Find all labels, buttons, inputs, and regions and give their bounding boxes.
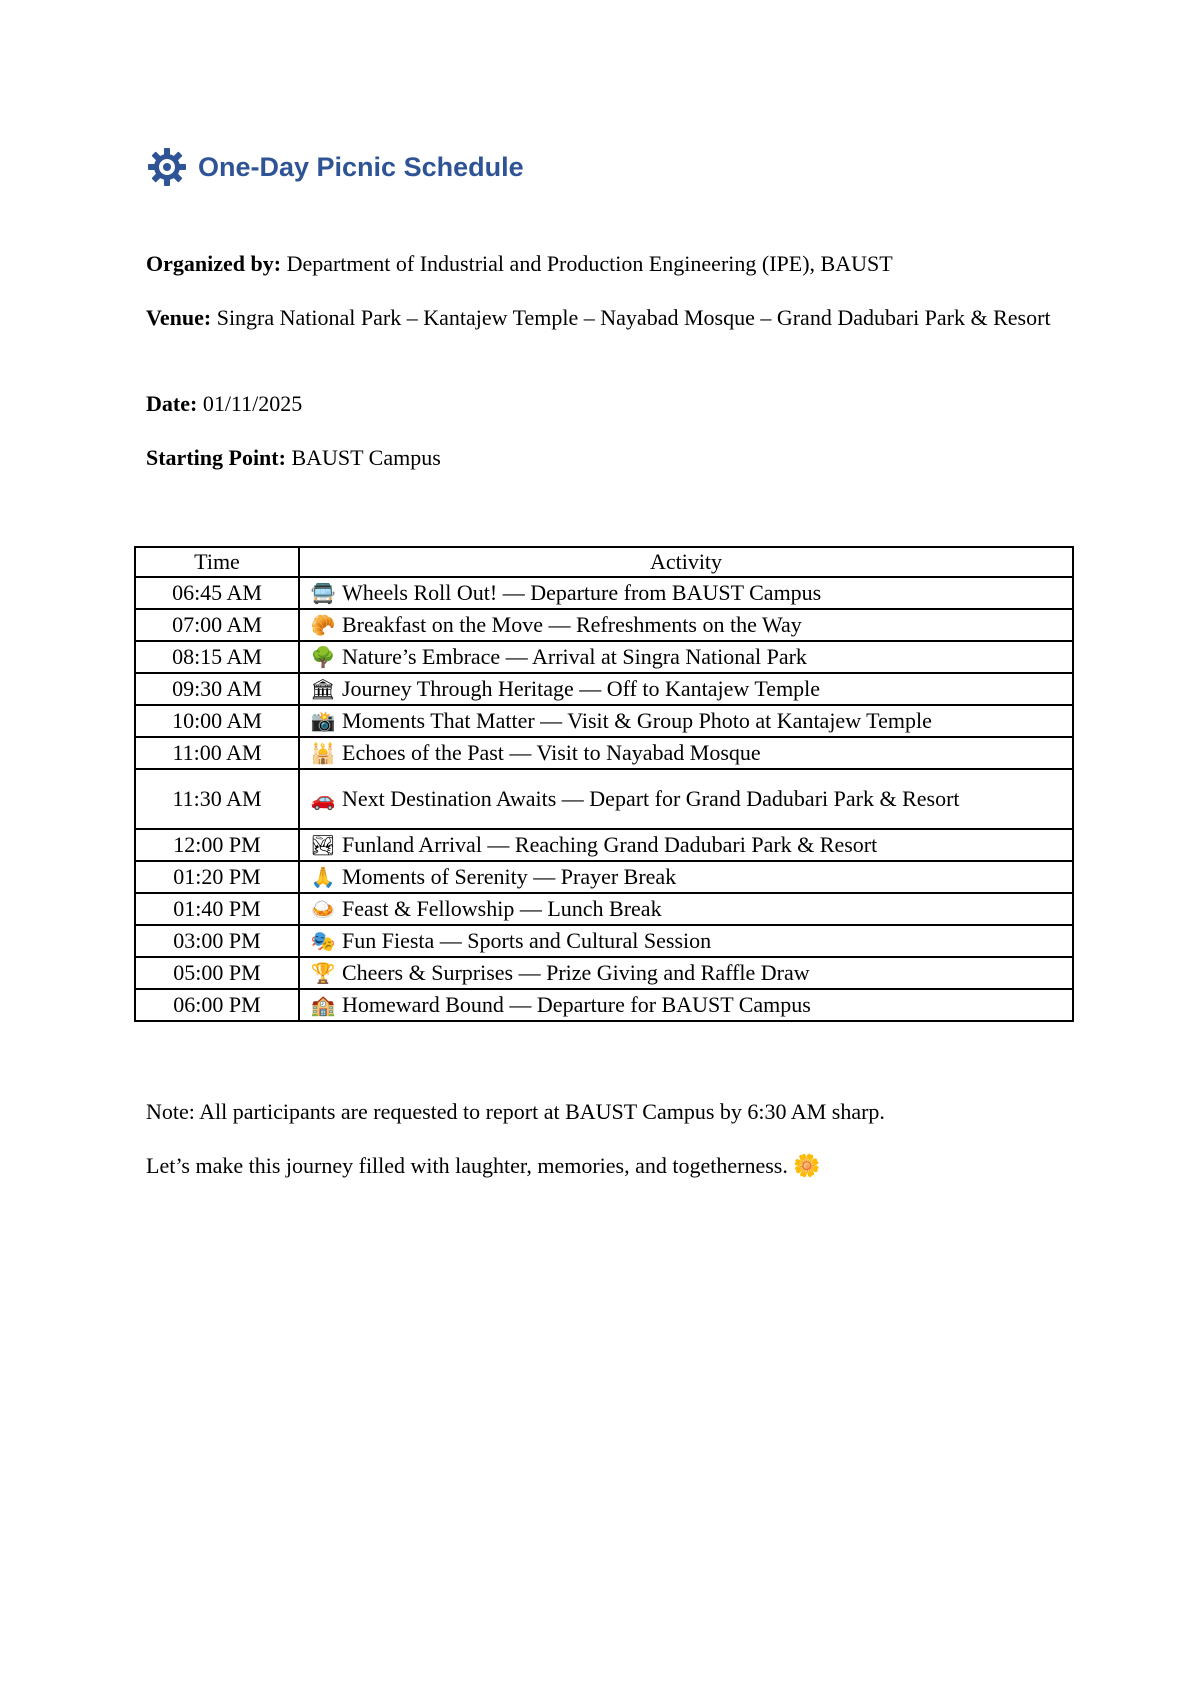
gear-icon xyxy=(146,146,188,188)
table-row xyxy=(135,893,1073,925)
table-row xyxy=(135,861,1073,893)
activity-text: Breakfast on the Move — Refreshments on the Way xyxy=(342,612,802,637)
closing-text: Let’s make this journey filled with laughter, memories, and togetherness. xyxy=(146,1153,788,1178)
table-row xyxy=(135,609,1073,641)
flower-icon: 🌼 xyxy=(793,1154,821,1179)
curry-plate-icon: 🍛 xyxy=(310,897,336,921)
activity-cell xyxy=(299,673,1073,705)
date-label: Date: xyxy=(146,391,198,416)
activity-cell xyxy=(299,893,1073,925)
activity-text: Cheers & Surprises — Prize Giving and Raffle Draw xyxy=(342,960,810,985)
date-line xyxy=(146,388,1066,420)
activity-text: Nature’s Embrace — Arrival at Singra National Park xyxy=(342,644,807,669)
time-cell: 06:45 AM xyxy=(135,577,299,609)
activity-cell xyxy=(299,957,1073,989)
organized-label: Organized by: xyxy=(146,251,282,276)
header-activity: Activity xyxy=(299,547,1073,577)
table-row xyxy=(135,577,1073,609)
activity-text: Moments That Matter — Visit & Group Photo at Kantajew Temple xyxy=(342,708,932,733)
time-cell: 10:00 AM xyxy=(135,705,299,737)
activity-text: Echoes of the Past — Visit to Nayabad Mosque xyxy=(342,740,761,765)
table-row xyxy=(135,673,1073,705)
time-cell: 12:00 PM xyxy=(135,829,299,861)
activity-text: Fun Fiesta — Sports and Cultural Session xyxy=(342,928,712,953)
time-cell: 05:00 PM xyxy=(135,957,299,989)
note-paragraph: Note: All participants are requested to report at BAUST Campus by 6:30 AM sharp. xyxy=(146,1099,885,1124)
table-header-row xyxy=(135,547,1073,577)
time-cell: 11:00 AM xyxy=(135,737,299,769)
activity-cell xyxy=(299,769,1073,829)
national-park-icon: 🏞 xyxy=(310,833,336,857)
table-row xyxy=(135,769,1073,829)
table-row xyxy=(135,737,1073,769)
activity-cell xyxy=(299,577,1073,609)
activity-text: Wheels Roll Out! — Departure from BAUST Campus xyxy=(342,580,822,605)
trophy-icon: 🏆 xyxy=(310,961,336,985)
table-row xyxy=(135,705,1073,737)
time-cell: 06:00 PM xyxy=(135,989,299,1021)
folded-hands-icon: 🙏 xyxy=(310,865,336,889)
camera-icon: 📸 xyxy=(310,709,336,733)
activity-cell xyxy=(299,641,1073,673)
time-cell: 11:30 AM xyxy=(135,769,299,829)
venue-label: Venue: xyxy=(146,305,212,330)
time-cell: 07:00 AM xyxy=(135,609,299,641)
organized-by-line xyxy=(146,248,1066,280)
date-value: 01/11/2025 xyxy=(202,391,303,416)
title-text: One-Day Picnic Schedule xyxy=(198,151,524,182)
bus-icon: 🚍 xyxy=(310,581,336,605)
activity-cell xyxy=(299,609,1073,641)
activity-text: Homeward Bound — Departure for BAUST Campus xyxy=(342,992,811,1017)
schedule-table xyxy=(134,546,1074,1022)
venue-line xyxy=(146,302,1066,334)
closing-paragraph xyxy=(146,1150,1126,1183)
starting-point-label: Starting Point: xyxy=(146,445,286,470)
document-title xyxy=(146,146,524,188)
activity-cell xyxy=(299,989,1073,1021)
time-cell: 03:00 PM xyxy=(135,925,299,957)
mosque-icon: 🕌 xyxy=(310,741,336,765)
classical-building-icon: 🏛 xyxy=(310,677,336,701)
croissant-icon: 🥐 xyxy=(310,613,336,637)
activity-cell xyxy=(299,829,1073,861)
table-row xyxy=(135,957,1073,989)
starting-point-line xyxy=(146,442,1066,474)
tree-icon: 🌳 xyxy=(310,645,336,669)
table-row xyxy=(135,925,1073,957)
car-icon: 🚗 xyxy=(310,787,336,811)
activity-text: Moments of Serenity — Prayer Break xyxy=(342,864,677,889)
table-row xyxy=(135,989,1073,1021)
organized-value: Department of Industrial and Production Engineering (IPE), BAUST xyxy=(286,251,893,276)
activity-text: Funland Arrival — Reaching Grand Dadubari Park & Resort xyxy=(342,832,878,857)
time-cell: 01:40 PM xyxy=(135,893,299,925)
venue-value: Singra National Park – Kantajew Temple – Nayabad Mosque – Grand Dadubari Park & Resort xyxy=(216,305,1051,330)
activity-cell xyxy=(299,861,1073,893)
header-time: Time xyxy=(135,547,299,577)
activity-text: Next Destination Awaits — Depart for Grand Dadubari Park & Resort xyxy=(342,786,960,811)
time-cell: 09:30 AM xyxy=(135,673,299,705)
activity-cell xyxy=(299,705,1073,737)
activity-cell xyxy=(299,737,1073,769)
table-row xyxy=(135,641,1073,673)
school-icon: 🏫 xyxy=(310,993,336,1017)
activity-cell xyxy=(299,925,1073,957)
starting-point-value: BAUST Campus xyxy=(291,445,441,470)
performing-arts-icon: 🎭 xyxy=(310,929,336,953)
activity-text: Journey Through Heritage — Off to Kantajew Temple xyxy=(342,676,821,701)
time-cell: 01:20 PM xyxy=(135,861,299,893)
activity-text: Feast & Fellowship — Lunch Break xyxy=(342,896,662,921)
table-row xyxy=(135,829,1073,861)
time-cell: 08:15 AM xyxy=(135,641,299,673)
